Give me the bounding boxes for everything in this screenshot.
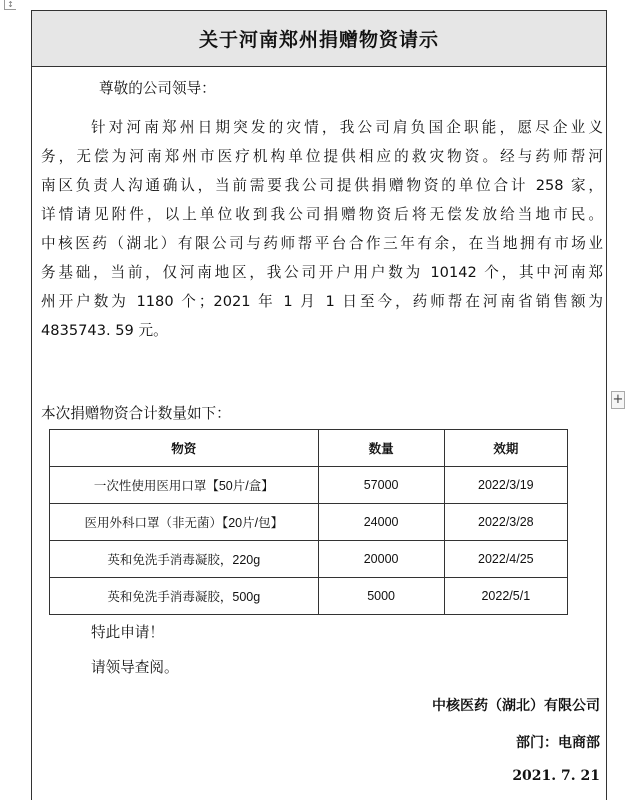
cell-item: 一次性使用医用口罩【50片/盒】 <box>50 467 319 504</box>
summary-intro: 本次捐赠物资合计数量如下： <box>41 405 231 422</box>
body-line: 南区负责人沟通确认，当前需要我公司提供捐赠物资的单位合计 258 家， <box>41 177 603 194</box>
add-row-icon[interactable]: + <box>612 392 624 407</box>
cell-expiry: 2022/3/28 <box>444 504 567 541</box>
table-row <box>50 467 568 504</box>
page-title: 关于河南郑州捐赠物资请示 <box>198 29 439 51</box>
body-paragraph <box>41 113 603 345</box>
cell-quantity: 24000 <box>318 504 444 541</box>
cell-quantity: 20000 <box>318 541 444 578</box>
cell-expiry: 2022/4/25 <box>444 541 567 578</box>
body-line: 务，无偿为河南郑州市医疗机构单位提供相应的救灾物资。经与药师帮河 <box>41 148 603 165</box>
move-handle-icon[interactable]: ↕ <box>4 0 16 10</box>
closing-review: 请领导查阅。 <box>91 659 179 676</box>
body-line: 详情请见附件，以上单位收到我公司捐赠物资后将无偿发放给当地市民。 <box>41 206 603 223</box>
cell-item: 英和免洗手消毒凝胶，220g <box>50 541 319 578</box>
cell-quantity: 57000 <box>318 467 444 504</box>
table-row <box>50 541 568 578</box>
department-label: 部门：电商部 <box>516 735 600 751</box>
header-expiry: 效期 <box>444 430 567 467</box>
body-line: 中核医药（湖北）有限公司与药师帮平台合作三年有余，在当地拥有市场业 <box>41 235 603 252</box>
table-row <box>50 504 568 541</box>
cell-item: 英和免洗手消毒凝胶，500g <box>50 578 319 615</box>
header-quantity: 数量 <box>318 430 444 467</box>
table-header-row <box>50 430 568 467</box>
body-line: 州开户数为 1180 个；2021 年 1 月 1 日至今，药师帮在河南省销售额为 <box>41 293 603 310</box>
closing-request: 特此申请！ <box>91 624 164 641</box>
cell-quantity: 5000 <box>318 578 444 615</box>
document-page <box>31 10 607 800</box>
document-date: 2021. 7. 21 <box>512 768 600 784</box>
company-name: 中核医药（湖北）有限公司 <box>432 698 600 714</box>
table-row <box>50 578 568 615</box>
donation-table <box>49 429 568 615</box>
cell-expiry: 2022/3/19 <box>444 467 567 504</box>
body-line: 针对河南郑州日期突发的灾情，我公司肩负国企职能，愿尽企业义 <box>91 119 603 136</box>
body-line: 务基础，当前，仅河南地区，我公司开户用户数为 10142 个，其中河南郑 <box>41 264 603 281</box>
body-line: 4835743. 59 元。 <box>41 322 168 339</box>
salutation: 尊敬的公司领导： <box>99 80 216 97</box>
cell-item: 医用外科口罩（非无菌）【20片/包】 <box>50 504 319 541</box>
header-item: 物资 <box>50 430 319 467</box>
title-bar <box>32 11 606 67</box>
cell-expiry: 2022/5/1 <box>444 578 567 615</box>
